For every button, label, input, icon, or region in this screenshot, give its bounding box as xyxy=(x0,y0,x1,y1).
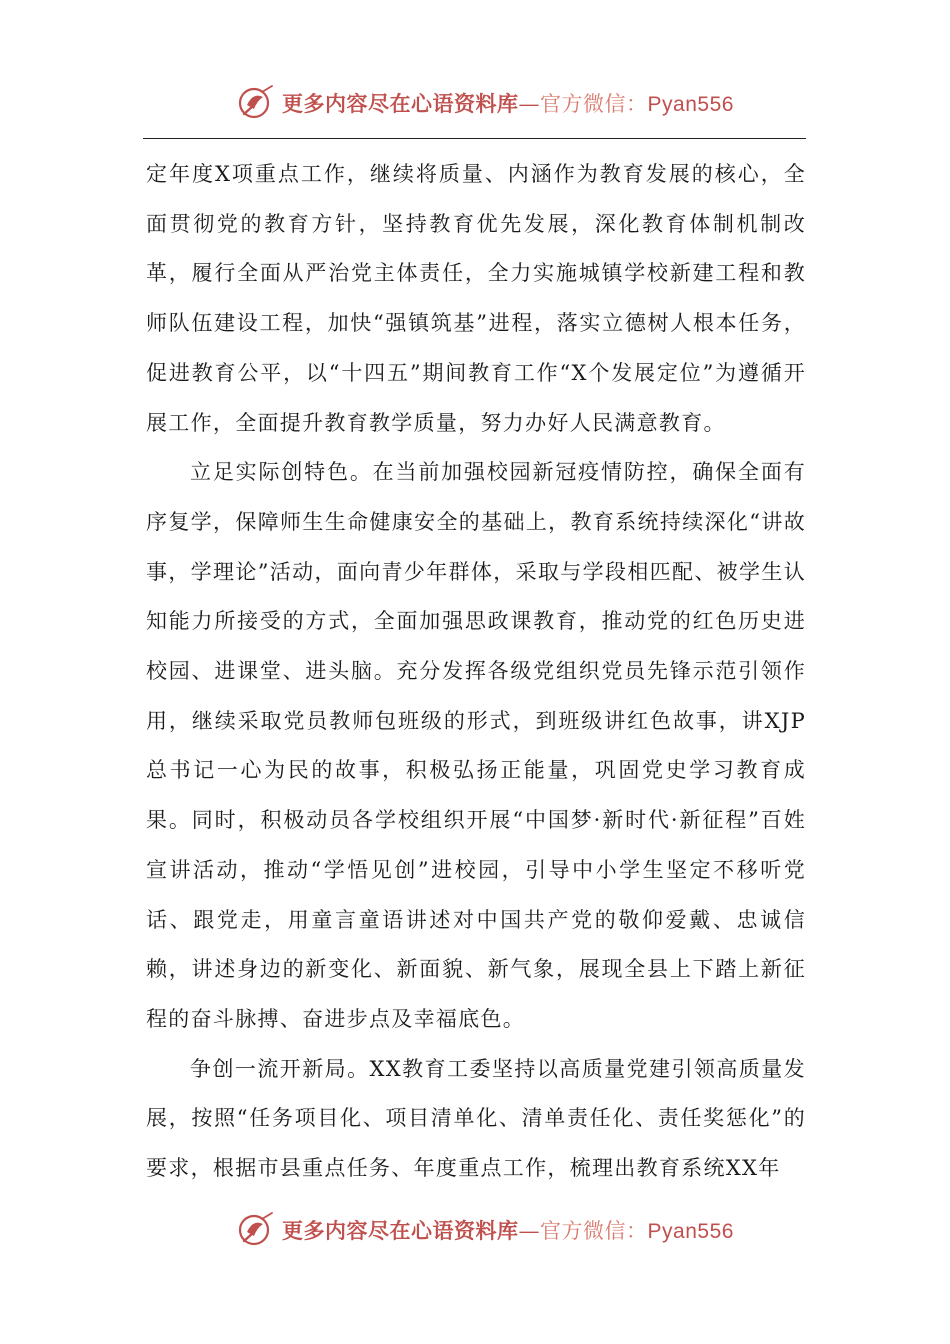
footer-banner xyxy=(0,1205,950,1255)
banner-wechat-label: 官方微信： xyxy=(540,92,648,116)
banner-site-text: 更多内容尽在心语资料库 xyxy=(282,1218,519,1243)
banner-dash: — xyxy=(518,1219,541,1243)
banner-text xyxy=(282,88,734,118)
header-banner xyxy=(0,78,950,128)
pen-logo-icon xyxy=(236,83,276,123)
banner-text xyxy=(282,1215,734,1245)
pen-logo-icon xyxy=(236,1210,276,1250)
paragraph-2: 立足实际创特色。在当前加强校园新冠疫情防控，确保全面有序复学，保障师生生命健康安全的基础上，教育系统持续深化“讲故事，学理论”活动，面向青少年群体，采取与学段相匹配、被学生认知能力所接受的方式，全面加强思政课教育，推动党的红色历史进校园、进课堂、进头脑。充分发挥各级党组织党员先锋示范引领作用，继续采取党员教师包班级的形式，到班级讲红色故事，讲XJP总书记一心为民的故事，积极弘扬正能量，巩固党史学习教育成果。同时，积极动员各学校组织开展“中国梦·新时代·新征程”百姓宣讲活动，推动“学悟见创”进校园，引导中小学生坚定不移听党话、跟党走，用童言童语讲述对中国共产党的敬仰爱戴、忠诚信赖，讲述身边的新变化、新面貌、新气象，展现全县上下踏上新征程的奋斗脉搏、奋进步点及幸福底色。 xyxy=(146,460,806,1031)
banner-wechat-label: 官方微信： xyxy=(540,1219,648,1243)
paragraph-1: 定年度X项重点工作，继续将质量、内涵作为教育发展的核心，全面贯彻党的教育方针，坚持教育优先发展，深化教育体制机制改革，履行全面从严治党主体责任，全力实施城镇学校新建工程和教师队伍建设工程，加快“强镇筑基”进程，落实立德树人根本任务，促进教育公平，以“十四五”期间教育工作“X个发展定位”为遵循开展工作，全面提升教育教学质量，努力办好人民满意教育。 xyxy=(146,162,806,435)
banner-account: Pyan556 xyxy=(647,93,734,116)
banner-account: Pyan556 xyxy=(647,1220,734,1243)
header-divider xyxy=(143,138,806,139)
banner-dash: — xyxy=(518,92,541,116)
banner-site-text: 更多内容尽在心语资料库 xyxy=(282,91,519,116)
document-body xyxy=(146,150,806,1194)
paragraph-3: 争创一流开新局。XX教育工委坚持以高质量党建引领高质量发展，按照“任务项目化、项目清单化、清单责任化、责任奖惩化”的要求，根据市县重点任务、年度重点工作，梳理出教育系统XX年 xyxy=(146,1056,806,1181)
